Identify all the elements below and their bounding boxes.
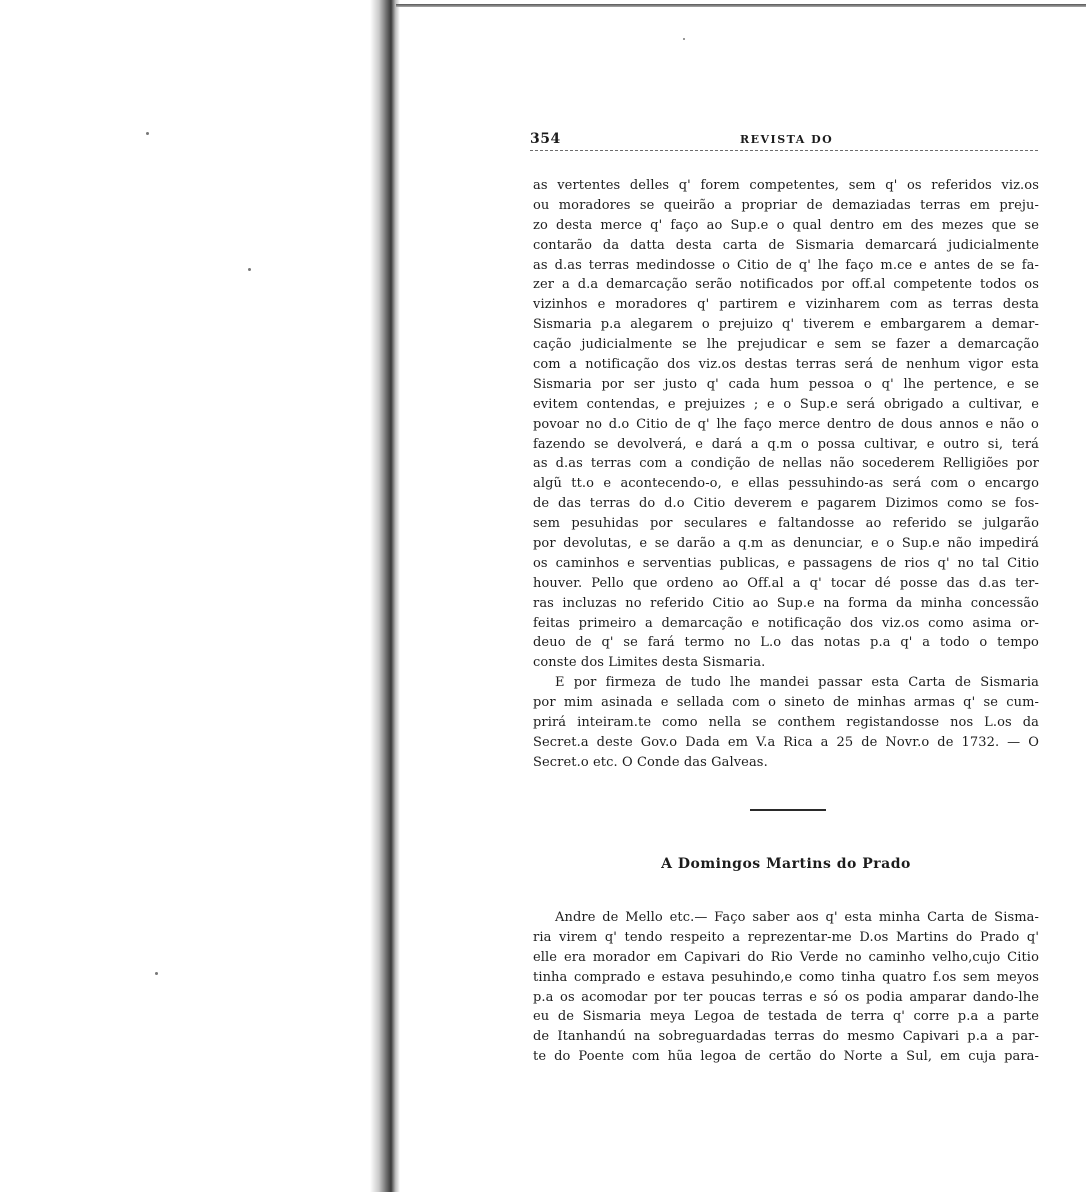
text-line: com a notificação dos viz.os destas terras será de nenhum vigor esta — [533, 357, 1039, 373]
page-top-edge — [396, 4, 1086, 7]
text-line: tinha comprado e estava pesuhindo,e como tinha quatro f.os sem meyos — [533, 969, 1039, 985]
text-line: as d.as terras com a condição de nellas não socederem Relligiões por — [533, 456, 1039, 472]
text-line: houver. Pello que ordeno ao Off.al a q' tocar dé posse das d.as ter- — [533, 575, 1039, 591]
text-line: zo desta merce q' faço ao Sup.e o qual dentro em des mezes que se — [533, 217, 1039, 233]
page-header — [530, 128, 1038, 151]
scan-speck — [248, 268, 251, 271]
text-line: de das terras do d.o Citio deverem e pagarem Dizimos como se fos- — [533, 496, 1039, 512]
text-line: contarão da datta desta carta de Sismaria demarcará judicialmente — [533, 237, 1039, 253]
scan-speck — [683, 38, 685, 40]
text-line: Sismaria por ser justo q' cada hum pessoa o q' lhe pertence, e se — [533, 376, 1039, 392]
text-line: E por firmeza de tudo lhe mandei passar esta Carta de Sismaria — [555, 675, 1039, 691]
text-line: feitas primeiro a demarcação e notificação dos viz.os como asima or- — [533, 615, 1039, 631]
text-line: de Itanhandú na sobreguardadas terras do mesmo Capivari p.a a par- — [533, 1029, 1039, 1045]
section-divider — [750, 809, 826, 811]
running-head: REVISTA DO — [740, 133, 834, 146]
page-number: 354 — [530, 131, 561, 147]
text-line: Secret.a deste Gov.o Dada em V.a Rica a 25 de Novr.o de 1732. — O — [533, 734, 1039, 750]
text-line: vizinhos e moradores q' partirem e vizinharem com as terras desta — [533, 297, 1039, 313]
text-line: te do Poente com hũa legoa de certão do Norte a Sul, em cuja para- — [533, 1049, 1039, 1065]
text-line: os caminhos e serventias publicas, e passagens de rios q' no tal Citio — [533, 555, 1039, 571]
text-line: algũ tt.o e acontecendo-o, e ellas pessuhindo-as será com o encargo — [533, 476, 1039, 492]
body-text-lower — [533, 908, 1039, 1067]
text-line: prirá inteiram.te como nella se conthem registandosse nos L.os da — [533, 715, 1039, 731]
text-line: eu de Sismaria meya Legoa de testada de terra q' corre p.a a parte — [533, 1009, 1039, 1025]
text-line: ou moradores se queirão a propriar de demaziadas terras em preju- — [533, 197, 1039, 213]
book-spine-shadow — [370, 0, 400, 1192]
body-text-upper — [533, 176, 1039, 773]
text-line: ria virem q' tendo respeito a reprezentar-me D.os Martins do Prado q' — [533, 929, 1039, 945]
text-line: Secret.o etc. O Conde das Galveas. — [533, 754, 768, 770]
scan-speck — [155, 972, 158, 975]
text-line: cação judicialmente se lhe prejudicar e sem se fazer a demarcação — [533, 337, 1039, 353]
text-line: as vertentes delles q' forem competentes, sem q' os referidos viz.os — [533, 178, 1039, 193]
text-line: fazendo se devolverá, e dará a q.m o possa cultivar, e outro si, terá — [533, 436, 1039, 452]
text-line: as d.as terras medindosse o Citio de q' lhe faço m.ce e antes de se fa- — [533, 257, 1039, 273]
section-heading: A Domingos Martins do Prado — [661, 856, 911, 872]
text-line: povoar no d.o Citio de q' lhe faço merce dentro de dous annos e não o — [533, 416, 1039, 432]
text-line: Andre de Mello etc.— Faço saber aos q' esta minha Carta de Sisma- — [555, 910, 1039, 925]
text-line: evitem contendas, e prejuizes ; e o Sup.e será obrigado a cultivar, e — [533, 396, 1039, 412]
scan-speck — [146, 132, 149, 135]
text-line: elle era morador em Capivari do Rio Verde no caminho velho,cujo Citio — [533, 949, 1039, 965]
text-line: ras incluzas no referido Citio ao Sup.e na forma da minha concessão — [533, 595, 1039, 611]
text-line: sem pesuhidas por seculares e faltandosse ao referido se julgarão — [533, 516, 1039, 532]
text-line: por devolutas, e se darão a q.m as denunciar, e o Sup.e não impedirá — [533, 536, 1039, 552]
text-line: conste dos Limites desta Sismaria. — [533, 655, 766, 671]
text-line: por mim asinada e sellada com o sineto de minhas armas q' se cum- — [533, 695, 1039, 711]
text-line: deuo de q' se fará termo no L.o das notas p.a q' a todo o tempo — [533, 635, 1039, 651]
text-line: zer a d.a demarcação serão notificados por off.al competente todos os — [533, 277, 1039, 293]
text-line: p.a os acomodar por ter poucas terras e só os podia amparar dando-lhe — [533, 989, 1039, 1005]
text-line: Sismaria p.a alegarem o prejuizo q' tiverem e embargarem a demar- — [533, 317, 1039, 333]
